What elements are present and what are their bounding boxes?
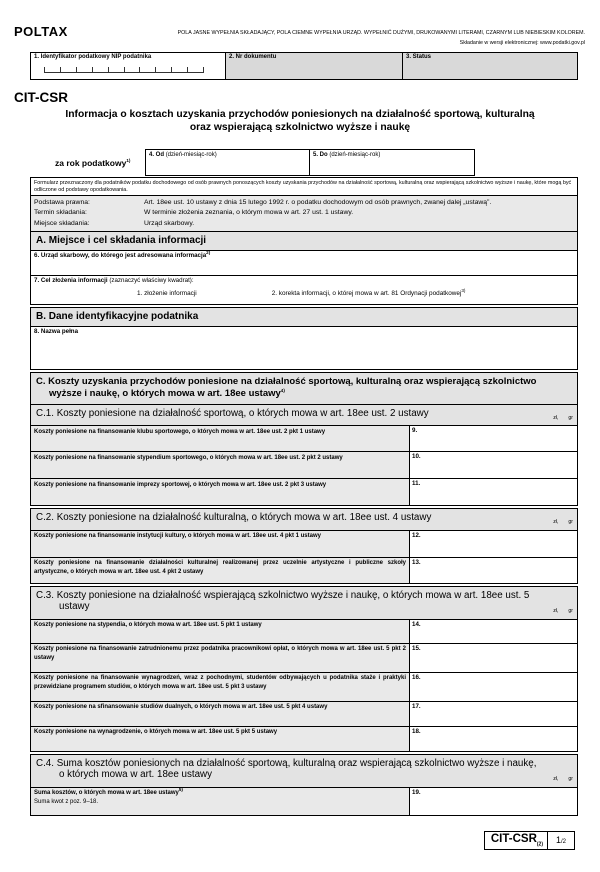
form-purpose-note: Formularz przeznaczony dla podatników podatku dochodowego od osób prawnych ponoszących koszty uzyskania przychodów na działalność sportową, kulturalną oraz wspierającą szkolnictwo wyższe i naukę, które mogą być odliczone od podstawy opodatkowania. <box>30 177 578 196</box>
legal-basis-value: Art. 18ee ust. 10 ustawy z dnia 15 lutego 1992 r. o podatku dochodowym od osób prawnych, zwanej dalej „ustawą”. <box>144 199 492 206</box>
footer-form-version: (2) <box>536 841 543 848</box>
tax-office-field[interactable] <box>30 250 578 276</box>
amount-cell[interactable]: 9. <box>410 426 577 451</box>
row-label: Koszty poniesione na wynagrodzenie, o których mowa w art. 18ee ust. 5 pkt 5 ustawy <box>31 727 410 751</box>
fill-instructions-line2: Składanie w wersji elektronicznej: www.podatki.gov.pl <box>459 40 585 46</box>
filing-purpose-label-row <box>34 277 574 284</box>
table-row <box>30 787 578 816</box>
table-row <box>30 619 578 644</box>
section-b-header: B. Dane identyfikacyjne podatnika <box>30 307 578 327</box>
amount-cell[interactable]: 18. <box>410 727 577 751</box>
form-code-heading: CIT-CSR <box>14 90 68 105</box>
subsection-c4-header: C.4. Suma kosztów poniesionych na działalność sportową, kulturalną oraz wspierającą szkolnictwo wyższe i naukę, o których mowa w art. 18ee ustawy zł, gr <box>30 754 578 788</box>
footer-form-code-box <box>484 831 575 850</box>
section-c-header: C. Koszty uzyskania przychodów poniesione na działalność sportową, kulturalną oraz wspierającą szkolnictwo wyższe i naukę, o których mowa w art. 18ee ustawy$^{4)}$ <box>30 372 578 405</box>
deadline-label: Termin składania: <box>34 209 87 217</box>
row-label: Koszty poniesione na finansowanie zatrudnionemu przez podatnika pracownikowi opłat, o których mowa w art. 18ee ust. 5 pkt 2 ustawy <box>31 644 410 672</box>
form-body <box>30 177 578 816</box>
row-label <box>31 788 410 815</box>
currency-hint: zł, gr <box>553 608 573 615</box>
status-field[interactable] <box>403 53 577 79</box>
amount-cell[interactable]: 19. <box>410 788 577 815</box>
table-row <box>30 425 578 452</box>
row-label: Koszty poniesione na finansowanie stypendium sportowego, o których mowa w art. 18ee ust. 2 pkt 2 ustawy <box>31 452 410 478</box>
nip-field-label: 1. Identyfikator podatkowy NIP podatnika <box>34 54 152 60</box>
currency-hint: zł, gr <box>553 776 573 783</box>
amount-cell[interactable]: 13. <box>410 558 577 583</box>
row-label: Koszty poniesione na stypendia, o których mowa w art. 18ee ust. 5 pkt 1 ustawy <box>31 620 410 643</box>
table-row <box>30 557 578 584</box>
page-header <box>14 24 585 48</box>
footer-page-number: 1/2 <box>555 834 567 845</box>
date-to-field[interactable] <box>310 150 474 175</box>
full-name-field[interactable] <box>30 326 578 370</box>
footnote-4: 4) <box>280 388 285 394</box>
filing-place-row <box>34 219 577 229</box>
date-to-hint: (dzień-miesiąc-rok) <box>329 151 381 158</box>
legal-info-block <box>30 195 578 232</box>
deadline-row <box>34 208 577 218</box>
subsection-c1-header: C.1. Koszty poniesione na działalność sportową, o których mowa w art. 18ee ust. 2 ustawy zł, gr <box>30 404 578 427</box>
tax-year-row <box>55 149 600 176</box>
currency-hint: zł, gr <box>553 414 573 421</box>
tax-office-label: 6. Urząd skarbowy, do którego jest adresowana informacja <box>34 252 207 260</box>
row-label: Koszty poniesione na finansowanie instytucji kultury, o których mowa w art. 18ee ust. 4 pkt 1 ustawy <box>31 531 410 557</box>
sum-label: Suma kosztów, o których mowa w art. 18ee ustawy$^{5)}$ <box>34 787 183 797</box>
poltax-logo: POLTAX <box>14 24 68 39</box>
document-number-field[interactable] <box>226 53 403 79</box>
document-number-label: 2. Nr dokumentu <box>229 54 277 60</box>
table-row <box>30 643 578 673</box>
table-row <box>30 478 578 506</box>
subsection-c2-header: C.2. Koszty poniesione na działalność kulturalną, o których mowa w art. 18ee ust. 4 ustawy zł, gr <box>30 508 578 531</box>
table-row <box>30 726 578 752</box>
date-from-label: 4. Od <box>149 151 165 158</box>
option-correction[interactable]: 2. korekta informacji, o której mowa w art. 81 Ordynacji podatkowej$^{3)}$ <box>271 288 466 298</box>
page-footer <box>0 831 575 850</box>
legal-basis-row <box>34 198 577 208</box>
nip-input-ticks[interactable] <box>44 67 204 73</box>
form-title <box>0 108 600 134</box>
legal-basis-label: Podstawa prawna: <box>34 199 90 206</box>
identification-row <box>30 52 578 80</box>
section-a-header: A. Miejsce i cel składania informacji <box>30 231 578 251</box>
amount-cell[interactable]: 15. <box>410 644 577 672</box>
table-row <box>30 701 578 727</box>
amount-cell[interactable]: 14. <box>410 620 577 643</box>
amount-cell[interactable]: 11. <box>410 479 577 505</box>
form-title-line1: Informacja o kosztach uzyskania przychodów poniesionych na działalność sportową, kulturalną <box>65 109 535 120</box>
deadline-value: W terminie złożenia zeznania, o którym mowa w art. 27 ust. 1 ustawy. <box>144 209 354 217</box>
filing-purpose-field <box>30 275 578 305</box>
filing-purpose-label: 7. Cel złożenia informacji <box>34 277 108 285</box>
amount-cell[interactable]: 16. <box>410 673 577 701</box>
footnote-5: 5) <box>178 787 183 793</box>
date-to-label: 5. Do <box>313 151 328 158</box>
filing-place-value: Urząd skarbowy. <box>144 219 195 227</box>
fill-instructions <box>178 24 585 48</box>
filing-place-label: Miejsce składania: <box>34 219 90 227</box>
row-label: Koszty poniesione na finansowanie działalności kulturalnej realizowanej przez uczelnie artystyczne i publiczne szkoły artystyczne, o których mowa w art. 18ee ust. 4 pkt 2 ustawy <box>31 558 410 583</box>
row-label: Koszty poniesione na sfinansowanie studiów dualnych, o których mowa w art. 18ee ust. 5 pkt 4 ustawy <box>31 702 410 726</box>
row-label: Koszty poniesione na finansowanie wynagrodzeń, wraz z pochodnymi, studentów odbywających u podatnika staże i praktyki przewidziane programem studiów, o których mowa w art. 18ee ust. 5 pkt 3 ustawy <box>31 673 410 701</box>
date-from-field[interactable] <box>146 150 310 175</box>
status-label: 3. Status <box>406 54 432 60</box>
table-row <box>30 451 578 479</box>
nip-field[interactable] <box>31 53 226 79</box>
amount-cell[interactable]: 17. <box>410 702 577 726</box>
option-submission[interactable]: 1. złożenie informacji <box>137 290 197 298</box>
footnote-1: 1) <box>126 157 131 163</box>
sum-sublabel: Suma kwot z poz. 9–18. <box>34 798 99 805</box>
currency-hint: zł, gr <box>553 519 573 526</box>
fill-instructions-line1: POLA JASNE WYPEŁNIA SKŁADAJĄCY, POLA CIEMNE WYPEŁNIA URZĄD. WYPEŁNIĆ DUŻYMI, DRUKOWANYMI LITERAMI, CZARNYM LUB NIEBIESKIM KOLOREM. <box>177 30 585 36</box>
form-title-line2: oraz wspierającą szkolnictwo wyższe i naukę <box>189 122 411 133</box>
row-label: Koszty poniesione na finansowanie klubu sportowego, o których mowa w art. 18ee ust. 2 pkt 1 ustawy <box>31 426 410 451</box>
filing-purpose-options <box>34 290 574 297</box>
amount-cell[interactable]: 10. <box>410 452 577 478</box>
table-row <box>30 530 578 558</box>
footnote-3: 3) <box>461 288 466 294</box>
tax-year-label: za rok podatkowy$^{1)}$ <box>55 157 131 168</box>
footnote-2: 2) <box>206 250 211 256</box>
date-from-hint: (dzień-miesiąc-rok) <box>165 151 217 158</box>
table-row <box>30 672 578 702</box>
amount-cell[interactable]: 12. <box>410 531 577 557</box>
footer-form-code: CIT-$CSR_{(2)}$ <box>485 832 548 849</box>
full-name-label: 8. Nazwa pełna <box>34 328 79 336</box>
row-label: Koszty poniesione na finansowanie imprezy sportowej, o których mowa w art. 18ee ust. 2 pkt 3 ustawy <box>31 479 410 505</box>
filing-purpose-hint: (zaznaczyć właściwy kwadrat): <box>109 277 194 285</box>
tax-year-fields <box>145 149 475 176</box>
subsection-c3-header: C.3. Koszty poniesione na działalność wspierającą szkolnictwo wyższe i naukę, o których mowa w art. 18ee ust. 5 ustawy zł, gr <box>30 586 578 620</box>
